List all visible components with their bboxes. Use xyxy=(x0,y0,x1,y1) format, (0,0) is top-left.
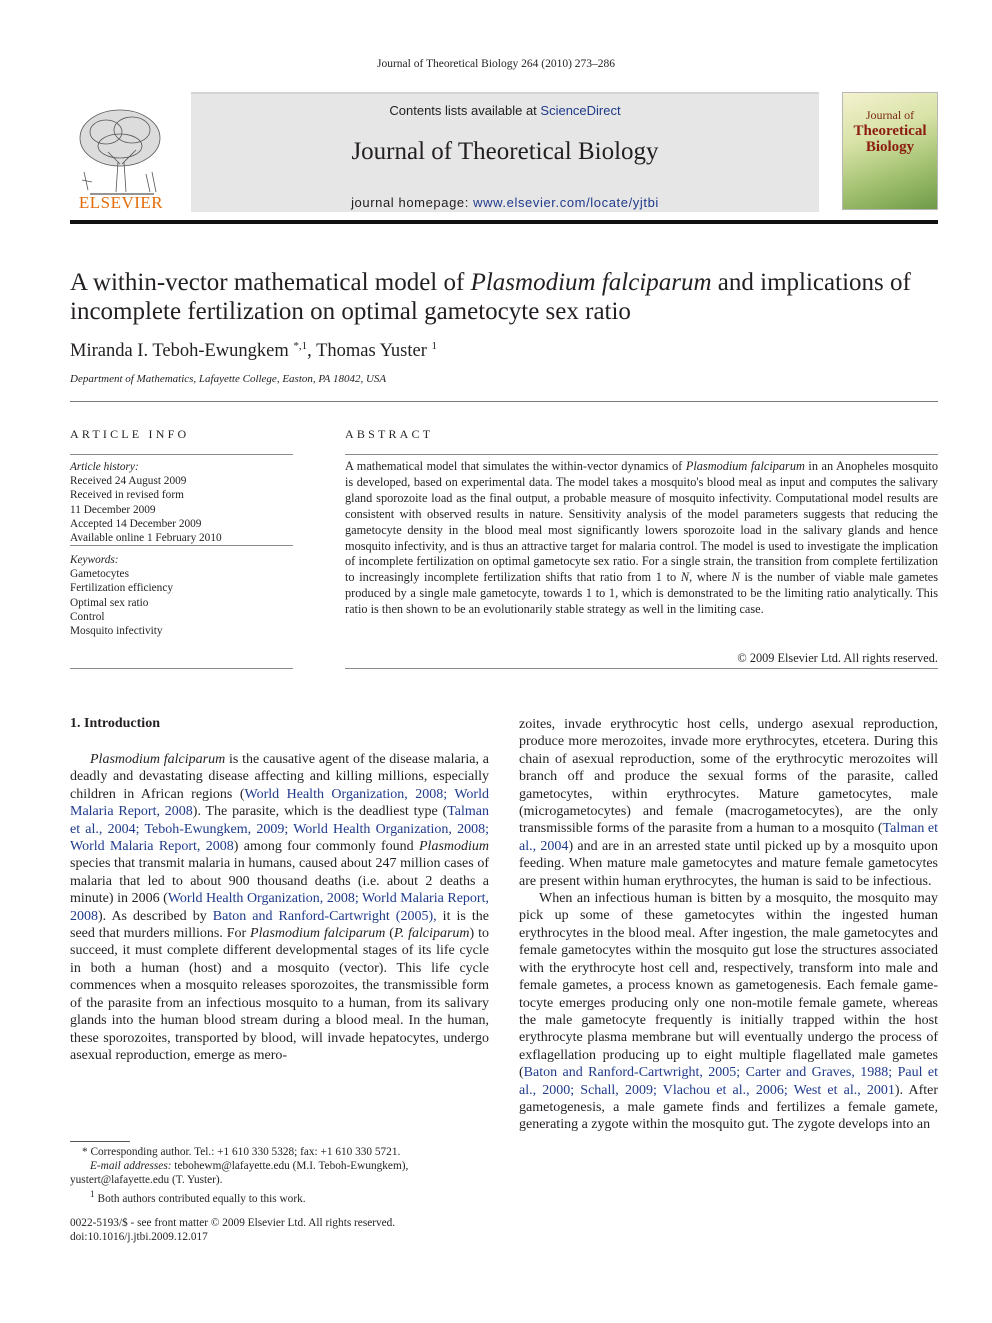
article-info-rule-top xyxy=(70,454,293,455)
citation-link[interactable]: World Health Organization, 2008; World Malaria Report, 2008 xyxy=(70,786,489,820)
keyword-item: Control xyxy=(70,610,105,623)
journal-cover-thumbnail xyxy=(842,92,938,210)
footnote-mark: 1 xyxy=(90,1189,95,1200)
homepage-prefix: journal homepage: xyxy=(351,195,474,210)
email-1[interactable]: tebohewm@lafayette.edu (M.I. Teboh-Ewungkem), xyxy=(171,1160,409,1173)
para-seg: ( xyxy=(385,926,394,942)
para-seg: is the causative agent of the disease malaria, a deadly and devastating disease affecting and killing millions, especially children in African regions ( xyxy=(70,752,489,802)
abstract-rule-top xyxy=(345,454,938,455)
author-2: Thomas Yuster xyxy=(316,341,427,362)
para-species: Plasmodium falciparum xyxy=(250,926,386,942)
abstract-rule-bottom xyxy=(345,668,938,669)
author-1-marks[interactable]: *,1 xyxy=(293,340,308,352)
para-seg: ). The parasite, which is the deadliest type ( xyxy=(192,804,448,820)
article-info-rule-mid xyxy=(70,545,293,546)
affiliation: Department of Mathematics, Lafayette College, Easton, PA 18042, USA xyxy=(70,373,387,385)
footnotes xyxy=(70,1145,490,1206)
body-right-column xyxy=(519,716,938,1134)
para-seg: species that transmit malaria in humans, caused about 247 million cases of malaria that led to about 900 thousand deaths (i.e. about 2 deaths a minute) in 2006 ( xyxy=(70,856,489,907)
cover-line-2: Theoretical xyxy=(853,123,927,139)
intro-paragraph-1 xyxy=(70,751,489,1064)
history-item: Received in revised form xyxy=(70,489,184,502)
para-seg: it is the seed that murders millions. For xyxy=(70,908,489,942)
history-label: Article history: xyxy=(70,461,139,473)
keywords-label: Keywords: xyxy=(70,554,119,566)
para-species-abbrev: P. falciparum xyxy=(393,926,470,942)
abstract-copyright: © 2009 Elsevier Ltd. All rights reserved. xyxy=(737,651,938,665)
journal-homepage-line xyxy=(191,195,819,210)
abstract-seg: is the number of viable male gametes produced by a single male gametocyte, towards 1 to 1, which is demonstrated to be the limiting ratio analytically. This ratio is then shown to be an evolutionarily stable strategy as well in the limiting case. xyxy=(345,570,938,617)
journal-banner xyxy=(191,92,819,212)
author-separator: , xyxy=(307,341,317,362)
citation-link[interactable]: Baton and Ranford-Cartwright (2005), xyxy=(212,908,437,924)
article-info-rule-bottom xyxy=(70,668,293,669)
contents-prefix: Contents lists available at xyxy=(389,103,541,118)
keywords xyxy=(70,553,293,638)
cover-line-3: Biology xyxy=(865,139,915,155)
para-genus: Plasmodium xyxy=(419,839,489,855)
para-seg: ). As described by xyxy=(98,908,213,924)
history-item: Accepted 14 December 2009 xyxy=(70,517,202,530)
contents-list-line xyxy=(191,103,819,118)
author-2-marks[interactable]: 1 xyxy=(431,340,438,352)
article-identifiers xyxy=(70,1216,395,1244)
article-history xyxy=(70,460,293,545)
title-part-1: A within-vector mathematical model of xyxy=(70,269,471,296)
history-item: Received 24 August 2009 xyxy=(70,475,187,488)
history-item: 11 December 2009 xyxy=(70,503,156,516)
keyword-item: Gametocytes xyxy=(70,568,129,581)
citation-link[interactable]: World Health Organization, 2008; World Malaria Report, 2008 xyxy=(70,891,489,924)
footnote-rule xyxy=(70,1141,130,1142)
article-info-heading: ARTICLE INFO xyxy=(70,427,190,441)
issn-line: 0022-5193/$ - see front matter © 2009 Elsevier Ltd. All rights reserved. xyxy=(70,1217,396,1229)
abstract-seg: in an Anopheles mosquito is developed, based on experimental data. The model takes a mosquito's blood meal as input and computes the salivary gland sporozoite load as the final output, a probable measure of mosquito infectivity. Computational model results are consistent with observed results in nature. Sensitivity analysis of the model parameters suggests that reducing the gametocyte density in the blood meal most significantly lowers sporozoite load in the salivary glands and hence mosquito infectivity, and is thus an attractive target for malaria control. The model is used to investigate the implication of incomplete fertilization on optimal gametocyte sex ratio. For a single strain, the transition from complete fertilization to increasingly incomplete fertilization shifts that ratio from 1 to xyxy=(345,459,938,585)
keyword-item: Fertilization efficiency xyxy=(70,582,173,595)
email-label: E-mail addresses: xyxy=(90,1160,172,1173)
citation-link[interactable]: Talman et al., 2004; Teboh-Ewungkem, 2009; World Health Organization, 2008; World Malaria Report, 2008 xyxy=(70,804,489,855)
email-line xyxy=(70,1159,490,1173)
para-seg: ) among four commonly found xyxy=(233,839,419,855)
email-2[interactable]: yustert@lafayette.edu (T. Yuster). xyxy=(70,1174,223,1187)
title-species: Plasmodium falciparum xyxy=(470,269,712,296)
journal-title: Journal of Theoretical Biology xyxy=(351,138,659,165)
author-1: Miranda I. Teboh-Ewungkem xyxy=(70,341,289,362)
equal-contribution-text: Both authors contributed equally to this work. xyxy=(97,1192,306,1205)
citation-link[interactable]: Baton and Ranford-Cartwright, 2005; Carter and Graves, 1988; Paul et al., 2000; Schall, 2009; Vlachou et al., 2006; West et al., 2001 xyxy=(519,1065,938,1098)
history-item: Available online 1 February 2010 xyxy=(70,532,222,545)
abstract-var: N xyxy=(680,570,690,585)
abstract-heading: ABSTRACT xyxy=(345,427,434,441)
abstract-species: Plasmodium falciparum xyxy=(685,459,805,473)
author-list xyxy=(70,340,437,362)
journal-citation: Journal of Theoretical Biology 264 (2010) 273–286 xyxy=(376,58,616,70)
elsevier-wordmark: ELSEVIER xyxy=(78,193,164,212)
equal-contribution-note xyxy=(70,1188,490,1206)
para-seg: ). After gametogenesis, a male gamete finds and fertilizes a female gamete, generating a zygote within the mosquito gut. The zygote develops into an xyxy=(519,1082,939,1133)
corresponding-author-note: * Corresponding author. Tel.: +1 610 330 5328; fax: +1 610 330 5721. xyxy=(82,1146,401,1158)
abstract-text xyxy=(345,459,938,618)
journal-homepage-link[interactable]: www.elsevier.com/locate/yjtbi xyxy=(473,195,659,210)
cover-title xyxy=(843,107,937,155)
abstract-seg: , where xyxy=(689,570,732,585)
doi-line[interactable]: doi:10.1016/j.jtbi.2009.12.017 xyxy=(70,1231,208,1244)
abstract-seg: A mathematical model that simulates the within-vector dynamics of xyxy=(345,459,686,473)
intro-paragraph-2 xyxy=(519,890,938,1134)
sciencedirect-link[interactable]: ScienceDirect xyxy=(540,103,621,118)
citation-link[interactable]: Talman et al., 2004 xyxy=(519,821,938,854)
keyword-item: Mosquito infectivity xyxy=(70,625,163,638)
para-species: Plasmodium falciparum xyxy=(90,752,226,767)
abstract-var: N xyxy=(731,570,740,585)
para-seg: zoites, invade erythrocytic host cells, undergo asexual reproduction, produce more merozoites, invade more erythrocytes, etcetera. During this chain of asexual reproduction, some of the erythrocytic merozoites will branch off and produce the sexual forms of the parasite, called gametocytes, within erythrocytes. Mature gametocytes, male (microgametocytes) and female (macrogametocytes), are the only transmissible forms of the parasite from a human to a mosquito ( xyxy=(519,717,938,837)
para-seg: When an infectious human is bitten by a mosquito, the mosquito may pick up some of these gametocytes within the ingested human erythrocytes in the blood meal. After ingestion, the male gametocytes and female gametocytes within the mosquito gut lose the structures associated with the erythrocyte host cell and, respectively, transform into male and female gametes, a process known as gametogenesis. Each female game-tocyte emerges producing only one non-motile female gamete, whereas the male gametocyte frequently is initially trapped within the host erythrocyte plasma membrane but will eventually undergo the process of exflagellation producing up to eight multiple flagellated male gametes ( xyxy=(519,891,938,1081)
header-divider xyxy=(70,220,938,224)
cover-line-1: Journal of xyxy=(865,108,915,122)
title-part-2: and implications of incomplete fertilization on optimal gametocyte sex ratio xyxy=(70,269,911,325)
para-seg: ) to succeed, it must complete different developmental stages of its life cycle in both a human (host) and a mosquito (vector). This life cycle commences when a mosquito releases sporozoites, the transmissible form of the parasite from an infectious mosquito to a human, from its salivary glands into the human blood stream during a blood meal. In the human, these sporozoites, transported by blood, will invade hepatocytes, undergo asexual reproduction, emerge as mero- xyxy=(70,926,489,1063)
title-divider xyxy=(70,401,938,402)
keyword-item: Optimal sex ratio xyxy=(70,596,149,609)
article-title xyxy=(70,268,930,326)
section-heading-introduction: 1. Introduction xyxy=(70,716,160,731)
para-seg: ) and are in an arrested state until picked up by a mosquito upon feeding. When mature male gametocytes and mature female gametocytes are present within human erythrocytes, the human is said to be infectious. xyxy=(519,838,938,889)
intro-paragraph-1-continued xyxy=(519,716,938,890)
body-left-column xyxy=(70,751,489,1064)
